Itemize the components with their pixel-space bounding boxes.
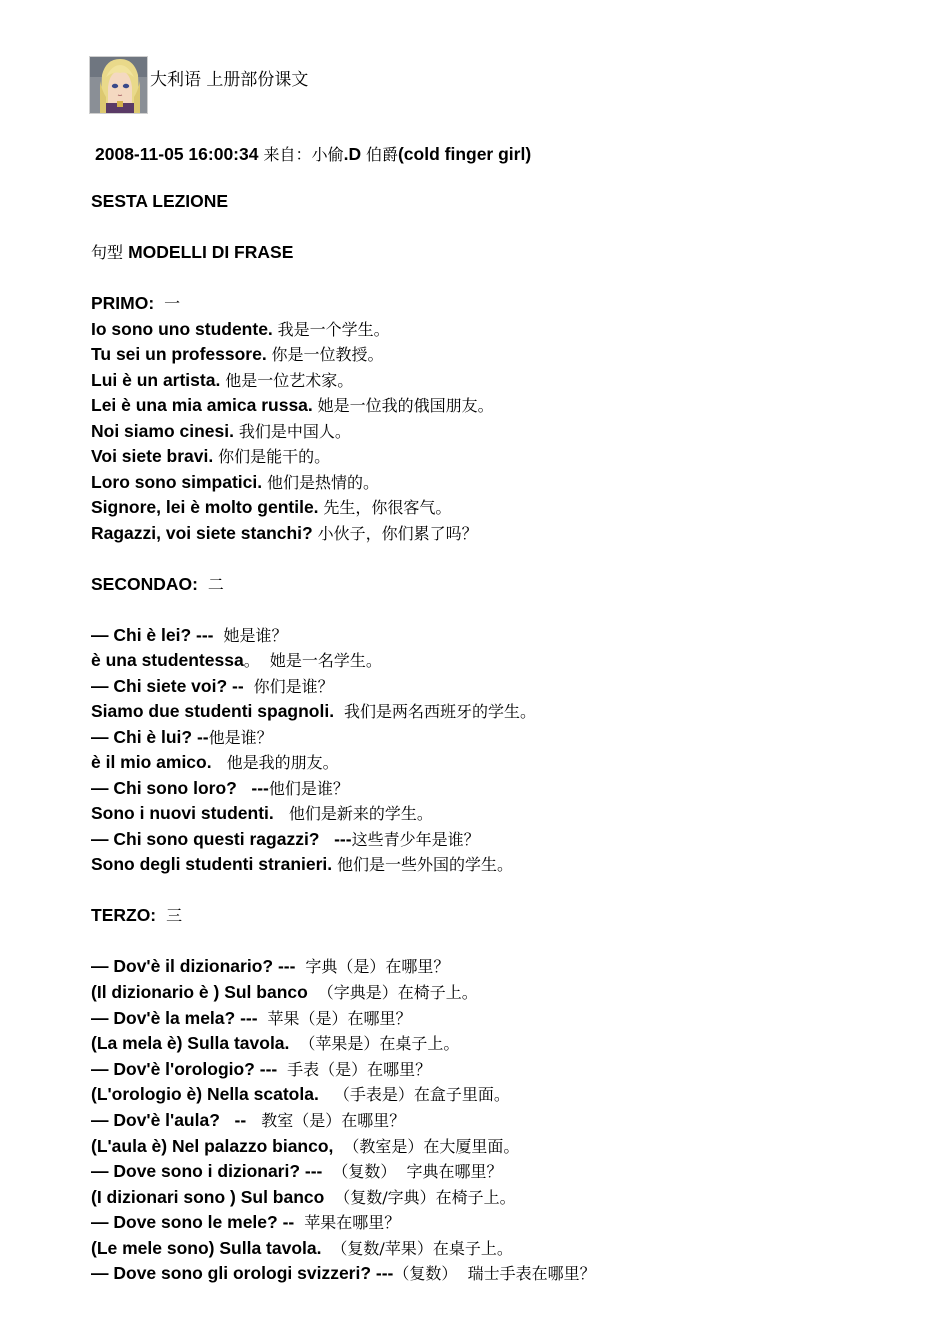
- text-line: [91, 1261, 596, 1285]
- text-line: [91, 776, 349, 800]
- italian-text: (Le mele sono) Sulla tavola.: [91, 1238, 327, 1258]
- italian-text: — Chi sono questi ragazzi? ---: [91, 829, 352, 849]
- italian-text: Ragazzi, voi siete stanchi?: [91, 523, 318, 543]
- italian-text: — Chi sono loro? ---: [91, 778, 269, 798]
- italian-text: Lei è una mia amica russa.: [91, 395, 318, 415]
- text-line: [91, 1082, 510, 1106]
- chinese-translation: 她是谁？: [218, 626, 288, 645]
- text-line: [91, 1031, 459, 1055]
- chinese-translation: 苹果（是）在哪里？: [262, 1009, 412, 1028]
- text-line: [91, 368, 353, 392]
- text-line: [91, 1057, 431, 1081]
- text-line: [91, 317, 390, 341]
- italian-text: è il mio amico.: [91, 752, 217, 772]
- chinese-translation: （复数/字典）在椅子上。: [329, 1188, 516, 1207]
- text-line: [91, 1210, 400, 1234]
- chinese-translation: 他们是热情的。: [267, 473, 380, 492]
- text-line: [91, 240, 293, 264]
- chinese-translation: 这些青少年是谁？: [351, 830, 480, 849]
- italian-text: (Il dizionario è ) Sul banco: [91, 982, 313, 1002]
- post-date: 2008-11-05 16:00:34: [95, 144, 259, 164]
- text-line: [91, 419, 351, 443]
- italian-text: PRIMO:: [91, 293, 160, 313]
- italian-text: Signore, lei è molto gentile.: [91, 497, 324, 517]
- text-line: [91, 648, 382, 672]
- post-meta: [95, 143, 531, 166]
- italian-text: SESTA LEZIONE: [91, 191, 229, 211]
- italian-text: — Chi siete voi? --: [91, 676, 249, 696]
- page-title: 大利语 上册部份课文: [150, 70, 309, 90]
- chinese-translation: 我们是两名西班牙的学生。: [338, 702, 537, 721]
- italian-text: Voi siete bravi.: [91, 446, 219, 466]
- chinese-translation: （手表是）在盒子里面。: [323, 1085, 510, 1104]
- text-line: [91, 189, 228, 213]
- text-line: [91, 725, 273, 749]
- chinese-translation: 他们是谁？: [268, 779, 349, 798]
- italian-text: Loro sono simpatici.: [91, 472, 267, 492]
- italian-text: — Dove sono le mele? --: [91, 1212, 300, 1232]
- chinese-translation: 他是一位艺术家。: [225, 371, 354, 390]
- italian-text: — Dove sono gli orologi svizzeri? ---: [91, 1263, 394, 1283]
- line-prefix-zh: 句型: [91, 243, 129, 262]
- text-line: [91, 572, 224, 596]
- text-line: [91, 444, 330, 468]
- text-line: [91, 750, 339, 774]
- chinese-translation: 教室（是）在哪里？: [251, 1111, 406, 1130]
- text-line: [91, 801, 433, 825]
- text-line: [91, 980, 478, 1004]
- chinese-translation: 他是谁？: [208, 728, 273, 747]
- text-line: [91, 1006, 412, 1030]
- text-line: [91, 1159, 503, 1183]
- italian-text: Noi siamo cinesi.: [91, 421, 239, 441]
- text-line: [91, 827, 480, 851]
- chinese-translation: （复数/苹果）在桌子上。: [326, 1239, 513, 1258]
- text-line: [91, 1134, 519, 1158]
- chinese-translation: 二: [202, 575, 224, 594]
- italian-text: Io sono uno studente.: [91, 319, 278, 339]
- text-line: [91, 470, 379, 494]
- italian-text: — Dov'è l'aula? --: [91, 1110, 252, 1130]
- italian-text: Lui è un artista.: [91, 370, 226, 390]
- italian-text: SECONDAO:: [91, 574, 203, 594]
- chinese-translation: 他是我的朋友。: [216, 753, 339, 772]
- chinese-translation: 先生，你很客气。: [323, 498, 452, 517]
- italian-text: (L'orologio è) Nella scatola.: [91, 1084, 324, 1104]
- chinese-translation: 手表（是）在哪里？: [282, 1060, 432, 1079]
- italian-text: — Dov'è il dizionario? ---: [91, 956, 301, 976]
- chinese-translation: 她是一位我的俄国朋友。: [317, 396, 494, 415]
- italian-text: (La mela è) Sulla tavola.: [91, 1033, 295, 1053]
- chinese-translation: 我是一个学生。: [277, 320, 390, 339]
- text-line: [91, 954, 449, 978]
- chinese-translation: （复数） 字典在哪里？: [327, 1162, 503, 1181]
- author-name-en: (cold finger girl): [397, 144, 532, 164]
- chinese-translation: 我们是中国人。: [238, 422, 351, 441]
- chinese-translation: 字典（是）在哪里？: [300, 957, 450, 976]
- italian-text: (L'aula è) Nel palazzo bianco,: [91, 1136, 339, 1156]
- text-line: [91, 1185, 516, 1209]
- text-line: [91, 699, 536, 723]
- chinese-translation: （苹果是）在桌子上。: [294, 1034, 460, 1053]
- italian-text: è una studentessa: [91, 650, 244, 670]
- chinese-translation: 。 她是一名学生。: [243, 651, 382, 670]
- italian-text: Siamo due studenti spagnoli.: [91, 701, 339, 721]
- italian-text: Sono degli studenti stranieri.: [91, 854, 337, 874]
- italian-text: Sono i nuovi studenti.: [91, 803, 279, 823]
- text-line: [91, 1108, 405, 1132]
- text-line: [91, 1236, 513, 1260]
- text-line: [91, 495, 451, 519]
- author-name-zh: 小偷: [311, 145, 344, 164]
- chinese-translation: 一: [159, 294, 181, 313]
- chinese-translation: 苹果在哪里？: [299, 1213, 401, 1232]
- chinese-translation: 你是一位教授。: [271, 345, 384, 364]
- italian-text: — Dove sono i dizionari? ---: [91, 1161, 328, 1181]
- anime-girl-avatar-icon: [89, 56, 148, 114]
- text-line: [91, 674, 334, 698]
- chinese-translation: 你们是能干的。: [218, 447, 331, 466]
- chinese-translation: （字典是）在椅子上。: [312, 983, 478, 1002]
- chinese-translation: 三: [161, 906, 183, 925]
- chinese-translation: 他们是一些外国的学生。: [337, 855, 514, 874]
- author-name-mid: .D: [343, 144, 366, 164]
- from-label: 来自：: [258, 145, 312, 164]
- text-line: [91, 521, 478, 545]
- italian-text: — Chi è lui? --: [91, 727, 209, 747]
- text-line: [91, 852, 513, 876]
- italian-text: Tu sei un professore.: [91, 344, 272, 364]
- avatar-image: [90, 57, 148, 114]
- chinese-translation: 你们是谁？: [248, 677, 334, 696]
- chinese-translation: 小伙子，你们累了吗？: [317, 524, 478, 543]
- italian-text: MODELLI DI FRASE: [128, 242, 294, 262]
- author-title-zh: 伯爵: [365, 145, 398, 164]
- text-line: [91, 342, 384, 366]
- chinese-translation: （复数） 瑞士手表在哪里？: [393, 1264, 596, 1283]
- chinese-translation: 他们是新来的学生。: [278, 804, 433, 823]
- italian-text: TERZO:: [91, 905, 161, 925]
- italian-text: — Chi è lei? ---: [91, 625, 219, 645]
- text-line: [91, 903, 182, 927]
- text-line: [91, 623, 287, 647]
- italian-text: (I dizionari sono ) Sul banco: [91, 1187, 330, 1207]
- text-line: [91, 393, 494, 417]
- chinese-translation: （教室是）在大厦里面。: [338, 1137, 520, 1156]
- text-line: [91, 291, 180, 315]
- italian-text: — Dov'è l'orologio? ---: [91, 1059, 283, 1079]
- italian-text: — Dov'è la mela? ---: [91, 1008, 263, 1028]
